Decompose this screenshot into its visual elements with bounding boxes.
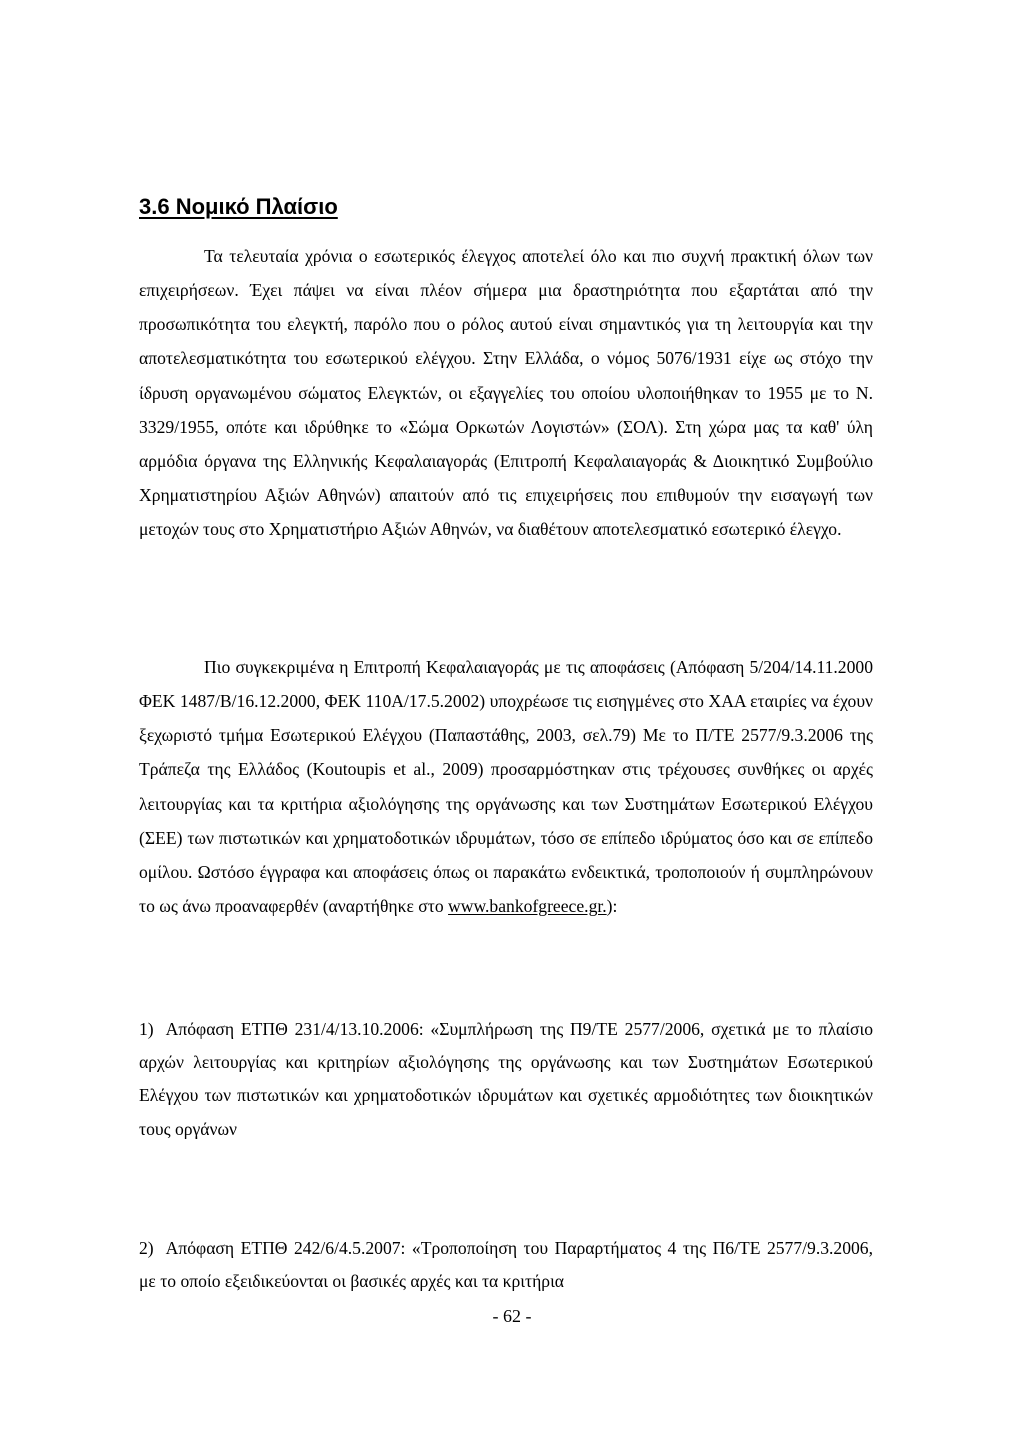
list-item-text: Απόφαση ΕΤΠΘ 231/4/13.10.2006: «Συμπλήρωση της Π9/ΤΕ 2577/2006, σχετικά με το πλαίσιο αρχών λειτουργίας και κριτηρίων αξιολόγησης της οργάνωσης και των Συστημάτων Εσωτερικού Ελέγχου των πιστωτικών και χρηματοδοτικών ιδρυμάτων και σχετικές αρμοδιότητες των διοικητικών τους οργάνων [139,1019,873,1139]
section-heading: 3.6 Νομικό Πλαίσιο [139,194,338,219]
list-item [139,1013,873,1146]
paragraph-capital-market-end: ): [606,896,618,917]
bank-of-greece-link[interactable]: www.bankofgreece.gr. [448,896,607,917]
list-item [139,1232,873,1298]
list-item-number: 1) [139,1019,154,1039]
paragraph-capital-market [139,650,873,923]
list-item-text: Απόφαση ΕΤΠΘ 242/6/4.5.2007: «Τροποποίηση του Παραρτήματος 4 της Π6/ΤΕ 2577/9.3.2006, με το οποίο εξειδικεύονται οι βασικές αρχές και τα κριτήρια [139,1238,873,1292]
list-item-number: 2) [139,1238,154,1258]
page-number: - 62 - [492,1306,532,1326]
paragraph-intro: Τα τελευταία χρόνια ο εσωτερικός έλεγχος αποτελεί όλο και πιο συχνή πρακτική όλων των επιχειρήσεων. Έχει πάψει να είναι πλέον σήμερα μια δραστηριότητα που εξαρτάται από την προσωπικότητα του ελεγκτή, παρόλο που ο ρόλος αυτού είναι σημαντικός για τη λειτουργία και την αποτελεσματικότητα του εσωτερικού ελέγχου. Στην Ελλάδα, ο νόμος 5076/1931 είχε ως στόχο την ίδρυση οργανωμένου σώματος Ελεγκτών, οι εξαγγελίες του οποίου υλοποιήθηκαν το 1955 με το Ν. 3329/1955, οπότε και ιδρύθηκε το «Σώμα Ορκωτών Λογιστών» (ΣΟΛ). Στη χώρα μας τα καθ' ύλη αρμόδια όργανα της Ελληνικής Κεφαλαιαγοράς (Επιτροπή Κεφαλαιαγοράς & Διοικητικό Συμβούλιο Χρηματιστηρίου Αξιών Αθηνών) απαιτούν από τις επιχειρήσεις που επιθυμούν την εισαγωγή των μετοχών τους στο Χρηματιστήριο Αξιών Αθηνών, να διαθέτουν αποτελεσματικό εσωτερικό έλεγχο. [139,246,873,540]
paragraph-capital-market-text: Πιο συγκεκριμένα η Επιτροπή Κεφαλαιαγοράς με τις αποφάσεις (Απόφαση 5/204/14.11.2000 ΦΕΚ 1487/Β/16.12.2000, ΦΕΚ 110Α/17.5.2002) υποχρέωσε τις εισηγμένες στο ΧΑΑ εταιρίες να έχουν ξεχωριστό τμήμα Εσωτερικού Ελέγχου (Παπαστάθης, 2003, σελ.79) Με το Π/ΤΕ 2577/9.3.2006 της Τράπεζα της Ελλάδος (Koutoupis et al., 2009) προσαρμόστηκαν στις τρέχουσες συνθήκες οι αρχές λειτουργίας και τα κριτήρια αξιολόγησης της οργάνωσης και των Συστημάτων Εσωτερικού Ελέγχου (ΣΕΕ) των πιστωτικών και χρηματοδοτικών ιδρυμάτων, τόσο σε επίπεδο ιδρύματος όσο και σε επίπεδο ομίλου. Ωστόσο έγγραφα και αποφάσεις όπως οι παρακάτω ενδεικτικά, τροποποιούν ή συμπληρώνουν το ως άνω προαναφερθέν (αναρτήθηκε στο [139,657,873,917]
